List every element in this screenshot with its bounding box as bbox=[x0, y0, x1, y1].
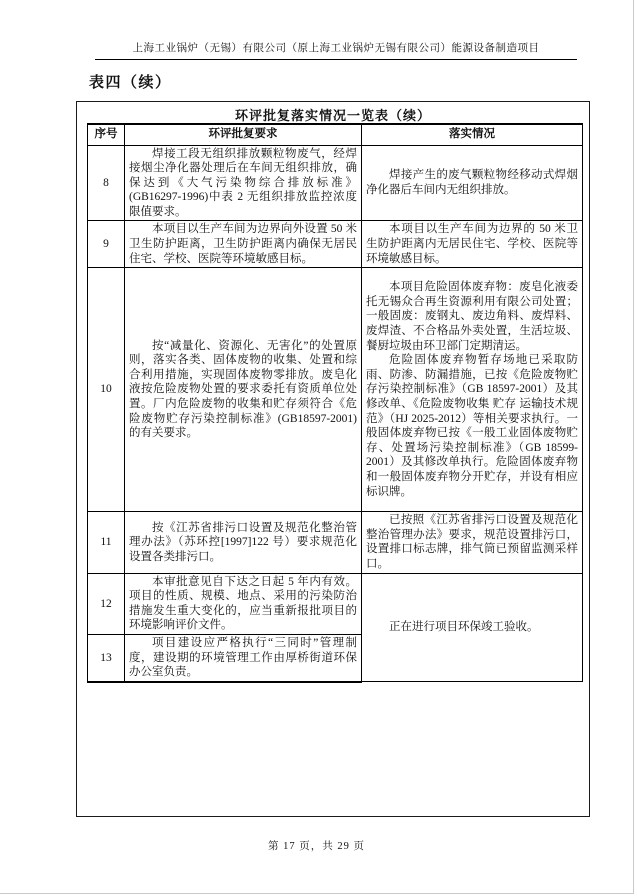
requirement-cell bbox=[125, 635, 362, 682]
row-number: 13 bbox=[88, 635, 125, 682]
requirement-text: 本审批意见自下达之日起 5 年内有效。项目的性质、规模、地点、采用的污染防治措施发生重大变化的，应当重新报批项目的环境影响评价文件。 bbox=[129, 575, 357, 632]
row-number: 8 bbox=[88, 145, 125, 221]
column-header-implementation: 落实情况 bbox=[362, 124, 583, 145]
row-number: 10 bbox=[88, 268, 125, 512]
section-heading: 表四（续） bbox=[89, 75, 172, 91]
table-row bbox=[88, 512, 583, 573]
table-row bbox=[88, 221, 583, 268]
column-header-no: 序号 bbox=[88, 124, 125, 145]
requirement-cell bbox=[125, 268, 362, 512]
table-header-row bbox=[88, 124, 583, 145]
implementation-text: 正在进行项目环保竣工验收。 bbox=[389, 621, 539, 634]
requirement-text: 本项目以生产车间为边界向外设置 50 米卫生防护距离，卫生防护距离内确保无居民住宅、学校、医院等环境敏感目标。 bbox=[129, 223, 357, 265]
implementation-text: 已按照《江苏省排污口设置及规范化整治管理办法》要求，规范设置排污口，设置排口标志牌，排气筒已预留监测采样口。 bbox=[366, 514, 578, 571]
requirement-cell bbox=[125, 512, 362, 573]
requirement-text: 按《江苏省排污口设置及规范化整治管理办法》（苏环控[1997]122 号）要求规范化设置各类排污口。 bbox=[129, 521, 357, 563]
table-row bbox=[88, 573, 583, 634]
doc-header-title: 上海工业锅炉（无锡）有限公司（原上海工业锅炉无锡有限公司）能源设备制造项目 bbox=[95, 40, 577, 60]
implementation-paragraph-2: 危险固体废弃物暂存场地已采取防雨、防渗、防漏措施，已按《危险废物贮存污染控制标准》（GB 18597-2001）及其修改单、《危险废物收集 贮存 运输技术规范》（HJ 2025-2012）等相关要求执行。一般固体废弃物已按《一般工业固体废物贮存、处置场污染控制标准》（GB 18599-2001）及其修改单执行。危险固体废弃物和一般固体废弃物分开贮存，并设有相应标识牌。 bbox=[366, 354, 578, 498]
requirement-text: 焊接工段无组织排放颗粒物废气，经焊接烟尘净化器处理后在车间无组织排放，确保达到《大气污染物综合排放标准》(GB16297-1996)中表 2 无组织排放监控浓度限值要求。 bbox=[129, 147, 357, 218]
requirement-cell bbox=[125, 573, 362, 634]
requirement-text: 按“减量化、资源化、无害化”的处置原则，落实各类、固体废物的收集、处置和综合利用措施，实现固体废物零排放。废皂化液按危险废物处置的要求委托有资质单位处置。厂内危险废物的收集和贮存须符合《危险废物贮存污染控制标准》(GB18597-2001)的有关要求。 bbox=[129, 339, 357, 440]
requirement-cell bbox=[125, 221, 362, 268]
table-title: 环评批复落实情况一览表（续） bbox=[234, 108, 431, 123]
implementation-cell bbox=[362, 221, 583, 268]
table-row bbox=[88, 268, 583, 512]
implementation-cell-merged bbox=[362, 573, 583, 682]
implementation-paragraph-1: 本项目危险固体废弃物：废皂化液委托无锡众合再生资源利用有限公司处置；一般固废：废钢丸、废边角料、废焊料、废焊渣、不合格品外卖处置，生活垃圾、餐厨垃圾由环卫部门定期清运。 bbox=[366, 281, 578, 352]
implementation-text: 本项目以生产车间为边界的 50 米卫生防护距离内无居民住宅、学校、医院等环境敏感目标。 bbox=[366, 223, 578, 265]
row-number: 11 bbox=[88, 512, 125, 573]
implementation-cell bbox=[362, 145, 583, 221]
requirement-cell bbox=[125, 145, 362, 221]
table-frame bbox=[76, 101, 590, 817]
implementation-cell bbox=[362, 512, 583, 573]
row-number: 9 bbox=[88, 221, 125, 268]
row-number: 12 bbox=[88, 573, 125, 634]
review-table bbox=[87, 123, 583, 683]
page-footer: 第 17 页，共 29 页 bbox=[268, 841, 365, 852]
implementation-cell bbox=[362, 268, 583, 512]
table-row bbox=[88, 145, 583, 221]
column-header-requirement: 环评批复要求 bbox=[125, 124, 362, 145]
requirement-text: 项目建设应严格执行“三同时”管理制度，建设期的环境管理工作由厚桥街道环保办公室负责。 bbox=[129, 637, 357, 679]
implementation-text: 焊接产生的废气颗粒物经移动式焊烟净化器后车间内无组织排放。 bbox=[366, 169, 578, 196]
